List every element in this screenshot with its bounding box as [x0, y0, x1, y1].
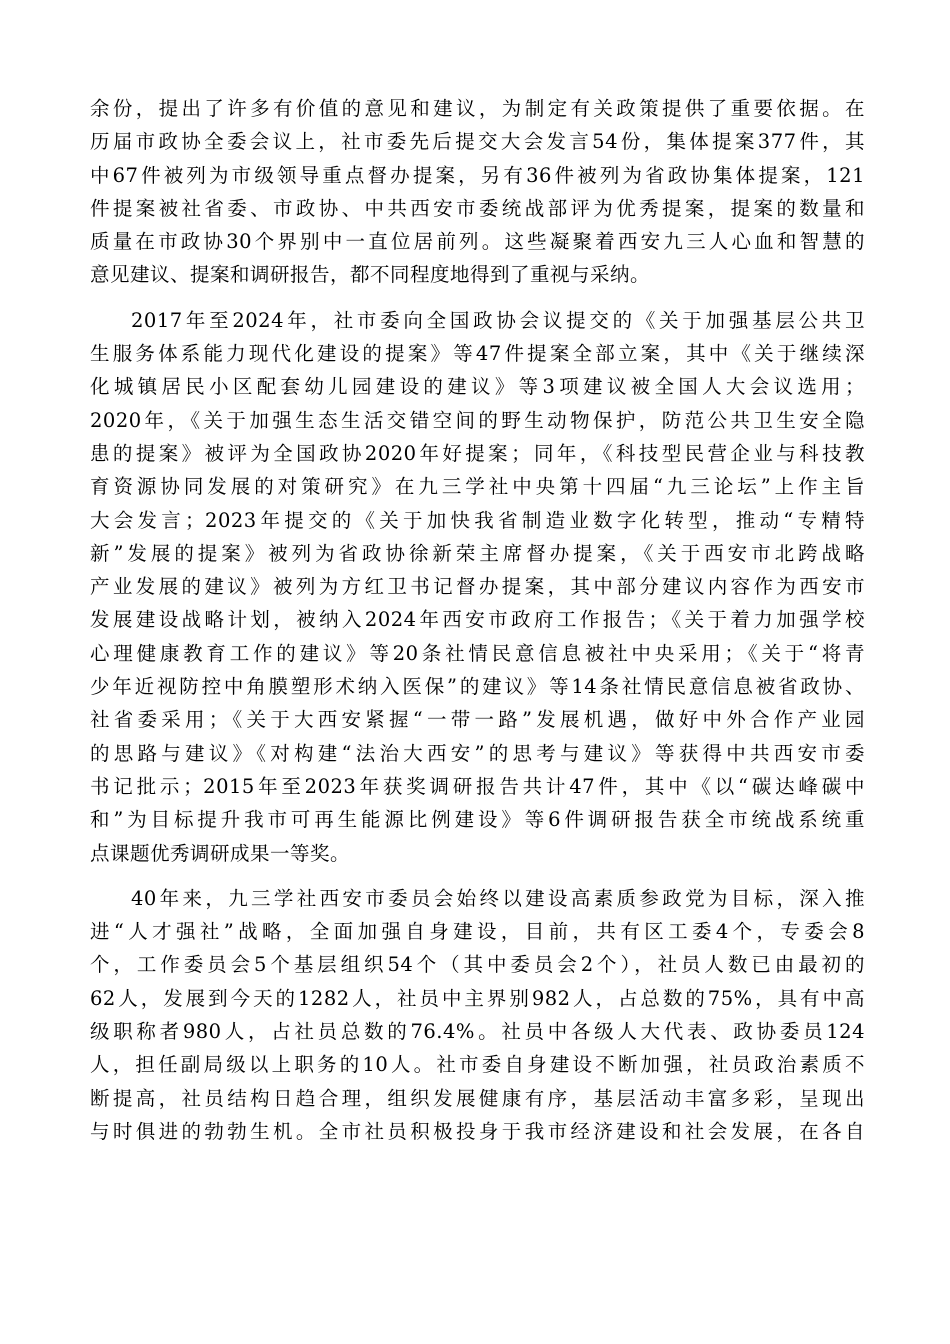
text-line: 发展建设战略计划，被纳入2024年西安市政府工作报告；《关于着力加强学校 — [90, 608, 865, 632]
text-line: 的思路与建议》《对构建“法治大西安”的思考与建议》等获得中共西安市委 — [90, 741, 865, 765]
text-line: 少年近视防控中角膜塑形术纳入医保”的建议》等14条社情民意信息被省政协、 — [90, 675, 865, 699]
text-line: 级职称者980人，占社员总数的76.4%。社员中各级人大代表、政协委员124 — [90, 1020, 865, 1044]
text-line: 2017年至2024年，社市委向全国政协会议提交的《关于加强基层公共卫 — [131, 308, 865, 332]
text-line: 患的提案》被评为全国政协2020年好提案；同年，《科技型民营企业与科技教 — [90, 441, 865, 465]
text-line: 与时俱进的勃勃生机。全市社员积极投身于我市经济建设和社会发展，在各自 — [90, 1119, 865, 1143]
text-line: 历届市政协全委会议上，社市委先后提交大会发言54份，集体提案377件，其 — [90, 130, 865, 154]
text-line: 62人，发展到今天的1282人，社员中主界别982人，占总数的75%，具有中高 — [90, 986, 865, 1010]
text-line: 个，工作委员会5个基层组织54个（其中委员会2个），社员人数已由最初的 — [90, 953, 865, 977]
text-line: 和”为目标提升我市可再生能源比例建设》等6件调研报告获全市统战系统重 — [90, 808, 865, 832]
text-line: 余份，提出了许多有价值的意见和建议，为制定有关政策提供了重要依据。在 — [90, 97, 865, 120]
text-line: 生服务体系能力现代化建设的提案》等47件提案全部立案，其中《关于继续深 — [90, 342, 865, 366]
text-line: 新”发展的提案》被列为省政协徐新荣主席督办提案，《关于西安市北跨战略 — [90, 541, 865, 565]
text-line: 断提高，社员结构日趋合理，组织发展健康有序，基层活动丰富多彩，呈现出 — [90, 1086, 865, 1110]
text-line: 2020年，《关于加强生态生活交错空间的野生动物保护，防范公共卫生安全隐 — [90, 408, 865, 432]
paragraph-2 — [90, 304, 865, 870]
text-line: 书记批示；2015年至2023年获奖调研报告共计47件，其中《以“碳达峰碳中 — [90, 774, 865, 798]
text-line: 中67件被列为市级领导重点督办提案，另有36件被列为省政协集体提案，121 — [90, 163, 865, 187]
text-line: 进“人才强社”战略，全面加强自身建设，目前，共有区工委4个，专委会8 — [90, 920, 865, 944]
text-line: 产业发展的建议》被列为方红卫书记督办提案，其中部分建议内容作为西安市 — [90, 575, 865, 599]
paragraph-1 — [90, 92, 865, 292]
paragraph-3 — [90, 882, 865, 1148]
text-line: 点课题优秀调研成果一等奖。 — [90, 841, 351, 865]
text-line: 质量在市政协30个界别中一直位居前列。这些凝聚着西安九三人心血和智慧的 — [90, 230, 865, 254]
document-page — [90, 92, 865, 1160]
text-line: 心理健康教育工作的建议》等20条社情民意信息被社中央采用；《关于“将青 — [90, 641, 865, 665]
text-line: 40年来，九三学社西安市委员会始终以建设高素质参政党为目标，深入推 — [131, 886, 865, 910]
text-line: 件提案被社省委、市政协、中共西安市委统战部评为优秀提案，提案的数量和 — [90, 196, 865, 220]
text-line: 意见建议、提案和调研报告，都不同程度地得到了重视与采纳。 — [90, 263, 651, 287]
text-line: 社省委采用；《关于大西安紧握“一带一路”发展机遇，做好中外合作产业园 — [90, 708, 865, 732]
text-line: 化城镇居民小区配套幼儿园建设的建议》等3项建议被全国人大会议选用； — [90, 375, 865, 399]
text-line: 人，担任副局级以上职务的10人。社市委自身建设不断加强，社员政治素质不 — [90, 1053, 865, 1077]
text-line: 育资源协同发展的对策研究》在九三学社中央第十四届“九三论坛”上作主旨 — [90, 475, 865, 499]
text-line: 大会发言；2023年提交的《关于加快我省制造业数字化转型，推动“专精特 — [90, 508, 865, 532]
